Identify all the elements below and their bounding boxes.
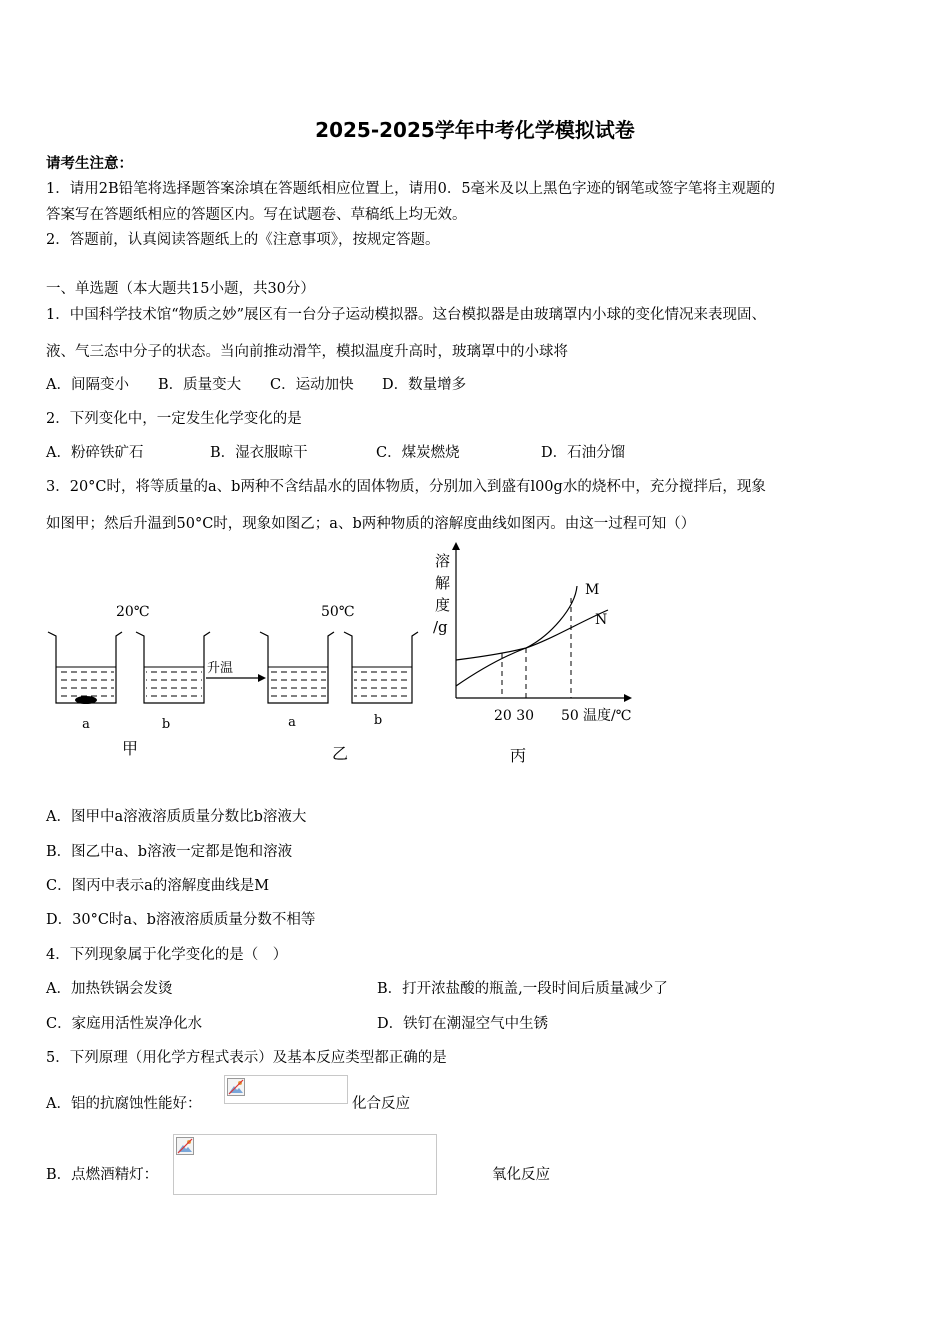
q4-option-d: D．铁钉在潮湿空气中生锈 xyxy=(377,1016,549,1032)
q4-option-a: A．加热铁锅会发烫 xyxy=(46,981,173,997)
q3-option-a: A．图甲中a溶液溶质质量分数比b溶液大 xyxy=(46,809,307,825)
q5-option-b-type: 氧化反应 xyxy=(492,1167,550,1183)
q5-stem: 5．下列原理（用化学方程式表示）及基本反应类型都正确的是 xyxy=(46,1050,447,1066)
beaker-jia-a xyxy=(48,632,122,704)
q2-option-a: A．粉碎铁矿石 xyxy=(46,445,144,461)
notice-line-2: 2．答题前，认真阅读答题纸上的《注意事项》，按规定答题。 xyxy=(46,232,440,248)
equation-image-placeholder xyxy=(224,1075,348,1104)
temp-label-50: 50℃ xyxy=(321,604,355,620)
y-axis-label: 溶 xyxy=(435,552,451,570)
y-axis-label: 度 xyxy=(435,596,451,614)
q3-option-c: C．图丙中表示a的溶解度曲线是M xyxy=(46,878,270,894)
solubility-chart xyxy=(433,542,632,724)
y-axis-label: /g xyxy=(433,618,448,636)
notice-line-1-cont: 答案写在答题纸相应的答题区内。写在试题卷、草稿纸上均无效。 xyxy=(46,207,467,223)
q5-option-b-label: B．点燃酒精灯： xyxy=(46,1167,159,1183)
figure-label-yi: 乙 xyxy=(331,744,349,763)
page-title: 2025-2025学年中考化学模拟试卷 xyxy=(315,118,635,142)
q2-option-c: C．煤炭燃烧 xyxy=(376,445,460,461)
beaker-label: b xyxy=(161,717,171,732)
broken-image-icon xyxy=(176,1137,194,1155)
notice-line-1: 1．请用2B铅笔将选择题答案涂填在答题纸相应位置上，请用0．5毫米及以上黑色字迹的钢笔或签字笔将主观题的 xyxy=(46,181,776,197)
q1-option-c: C．运动加快 xyxy=(270,377,354,393)
q4-stem: 4．下列现象属于化学变化的是（ ） xyxy=(46,947,288,963)
arrow-head xyxy=(258,674,266,682)
q3-figure xyxy=(40,540,660,775)
beaker-yi-b xyxy=(344,632,418,703)
q2-option-d: D．石油分馏 xyxy=(541,445,626,461)
x-axis-label: 温度/℃ xyxy=(583,708,632,724)
y-axis-label: 解 xyxy=(435,574,451,592)
q4-option-b: B．打开浓盐酸的瓶盖,一段时间后质量减少了 xyxy=(377,981,668,997)
q5-option-a-type: 化合反应 xyxy=(352,1096,410,1112)
x-axis-arrow xyxy=(624,694,632,702)
q1-option-d: D．数量增多 xyxy=(382,377,467,393)
beaker-label: b xyxy=(373,713,383,728)
beaker-label: a xyxy=(288,715,296,730)
broken-image-icon xyxy=(227,1078,245,1096)
curve-n-label: N xyxy=(595,612,608,628)
q3-option-d: D．30°C时a、b溶液溶质质量分数不相等 xyxy=(46,912,316,928)
curve-m-label: M xyxy=(585,582,600,598)
q4-option-c: C．家庭用活性炭净化水 xyxy=(46,1016,203,1032)
notice-heading: 请考生注意： xyxy=(46,155,133,172)
curve-n xyxy=(456,610,608,660)
q5-option-a-label: A．铝的抗腐蚀性能好： xyxy=(46,1096,202,1112)
figure-label-jia: 甲 xyxy=(121,739,139,758)
undissolved-solid xyxy=(75,696,97,704)
q1-stem: 1．中国科学技术馆“物质之妙”展区有一台分子运动模拟器。这台模拟器是由玻璃罩内小球的变化情况来表现固、 xyxy=(46,307,767,323)
curve-m xyxy=(456,586,577,686)
heating-arrow-label: 升温 xyxy=(207,661,234,676)
section-heading: 一、单选题（本大题共15小题，共30分） xyxy=(46,281,315,297)
beaker-jia-b xyxy=(136,632,210,703)
beaker-label: a xyxy=(82,717,90,732)
q3-stem-cont: 如图甲；然后升温到50°C时，现象如图乙；a、b两种物质的溶解度曲线如图丙。由这一过程可知（） xyxy=(46,516,696,532)
q2-option-b: B．湿衣服晾干 xyxy=(210,445,308,461)
q3-option-b: B．图乙中a、b溶液一定都是饱和溶液 xyxy=(46,844,293,860)
beaker-yi-a xyxy=(260,632,334,703)
equation-image-placeholder xyxy=(173,1134,437,1195)
x-tick-label-50: 50 xyxy=(561,708,579,724)
y-axis-arrow xyxy=(452,542,460,550)
q1-option-b: B．质量变大 xyxy=(158,377,242,393)
q1-option-a: A．间隔变小 xyxy=(46,377,129,393)
q3-stem: 3．20°C时，将等质量的a、b两种不含结晶水的固体物质，分别加入到盛有l00g水的烧杯中，充分搅拌后，现象 xyxy=(46,479,766,495)
q2-stem: 2．下列变化中，一定发生化学变化的是 xyxy=(46,411,302,427)
figure-label-bing: 丙 xyxy=(509,746,527,765)
temp-label-20: 20℃ xyxy=(116,604,150,620)
q1-stem-cont: 液、气三态中分子的状态。当向前推动滑竿，模拟温度升高时，玻璃罩中的小球将 xyxy=(46,344,568,360)
x-tick-labels: 20 30 xyxy=(494,708,535,724)
